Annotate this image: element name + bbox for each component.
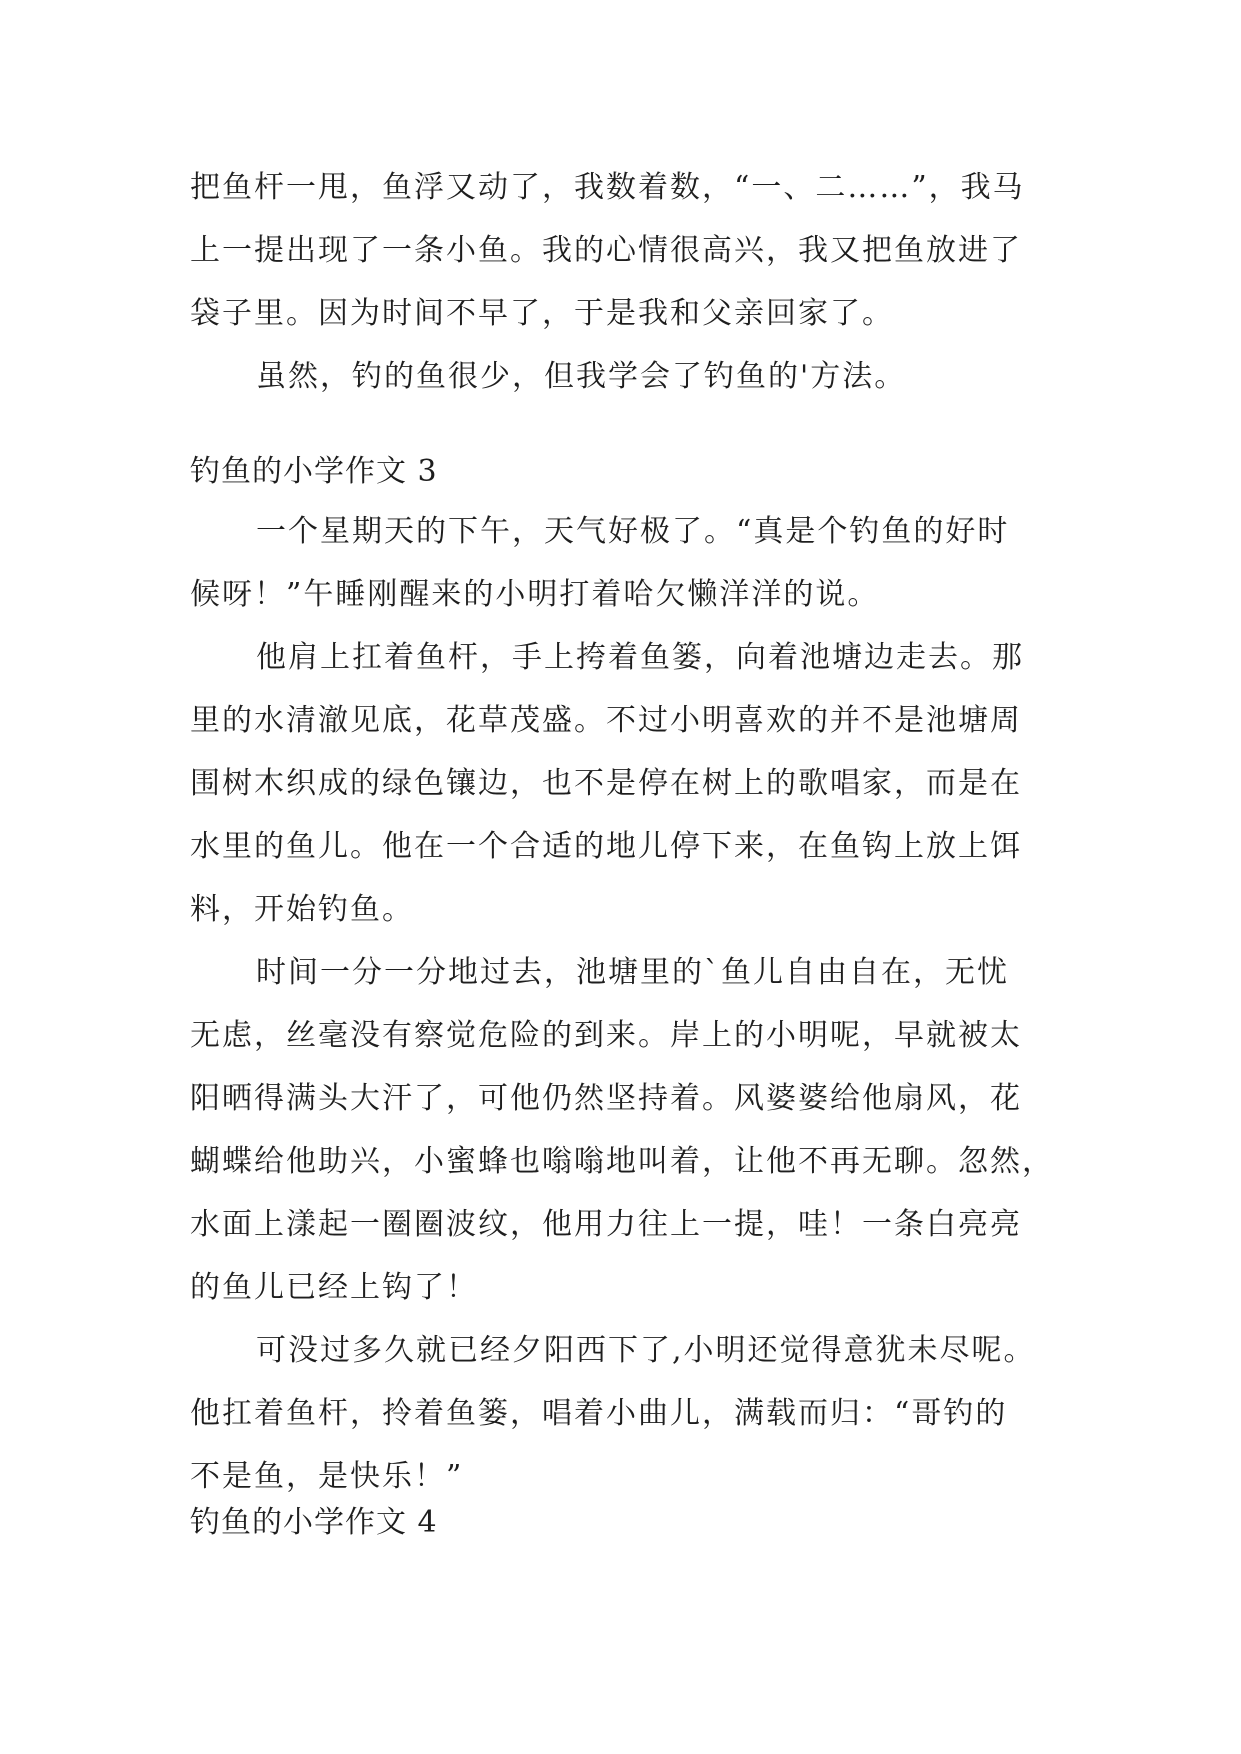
paragraph-line: 袋子里。因为时间不早了，于是我和父亲回家了。 xyxy=(190,296,894,331)
paragraph-line: 围树木织成的绿色镶边，也不是停在树上的歌唱家，而是在 xyxy=(190,766,1022,801)
paragraph-line: 蝴蝶给他助兴，小蜜蜂也嗡嗡地叫着，让他不再无聊。忽然， xyxy=(190,1144,1054,1179)
essay-3-heading-block xyxy=(190,452,1060,492)
essay-continuation xyxy=(190,156,1060,408)
paragraph-line: 一个星期天的下午，天气好极了。“真是个钓鱼的好时 xyxy=(256,514,1010,549)
paragraph-line: 把鱼杆一甩，鱼浮又动了，我数着数，“一、二……”，我马 xyxy=(190,170,1025,205)
paragraph-line: 水面上漾起一圈圈波纹，他用力往上一提，哇！一条白亮亮 xyxy=(190,1207,1022,1242)
paragraph-line: 不是鱼，是快乐！” xyxy=(190,1459,464,1494)
paragraph-line: 无虑，丝毫没有察觉危险的到来。岸上的小明呢，早就被太 xyxy=(190,1018,1022,1053)
paragraph-line: 他肩上扛着鱼杆，手上挎着鱼篓，向着池塘边走去。那 xyxy=(256,640,1024,675)
essay-3-heading: 钓鱼的小学作文 3 xyxy=(190,454,438,489)
paragraph-line: 他扛着鱼杆，拎着鱼篓，唱着小曲儿，满载而归：“哥钓的 xyxy=(190,1396,1008,1431)
paragraph-line: 上一提出现了一条小鱼。我的心情很高兴，我又把鱼放进了 xyxy=(190,233,1022,268)
paragraph-line: 时间一分一分地过去，池塘里的`鱼儿自由自在，无忧 xyxy=(256,955,1009,990)
paragraph-line: 里的水清澈见底，花草茂盛。不过小明喜欢的并不是池塘周 xyxy=(190,703,1022,738)
essay-4-heading: 钓鱼的小学作文 4 xyxy=(190,1505,438,1540)
paragraph-line: 虽然，钓的鱼很少，但我学会了钓鱼的'方法。 xyxy=(256,359,907,394)
paragraph-line: 的鱼儿已经上钩了！ xyxy=(190,1270,478,1305)
paragraph-line: 候呀！”午睡刚醒来的小明打着哈欠懒洋洋的说。 xyxy=(190,577,880,612)
essay-3-body xyxy=(190,500,1060,1508)
paragraph-line: 料，开始钓鱼。 xyxy=(190,892,414,927)
essay-4-heading-block xyxy=(190,1503,1060,1543)
paragraph-line: 阳晒得满头大汗了，可他仍然坚持着。风婆婆给他扇风，花 xyxy=(190,1081,1022,1116)
paragraph-line: 可没过多久就已经夕阳西下了,小明还觉得意犹未尽呢。 xyxy=(256,1333,1036,1368)
paragraph-line: 水里的鱼儿。他在一个合适的地儿停下来，在鱼钩上放上饵 xyxy=(190,829,1022,864)
